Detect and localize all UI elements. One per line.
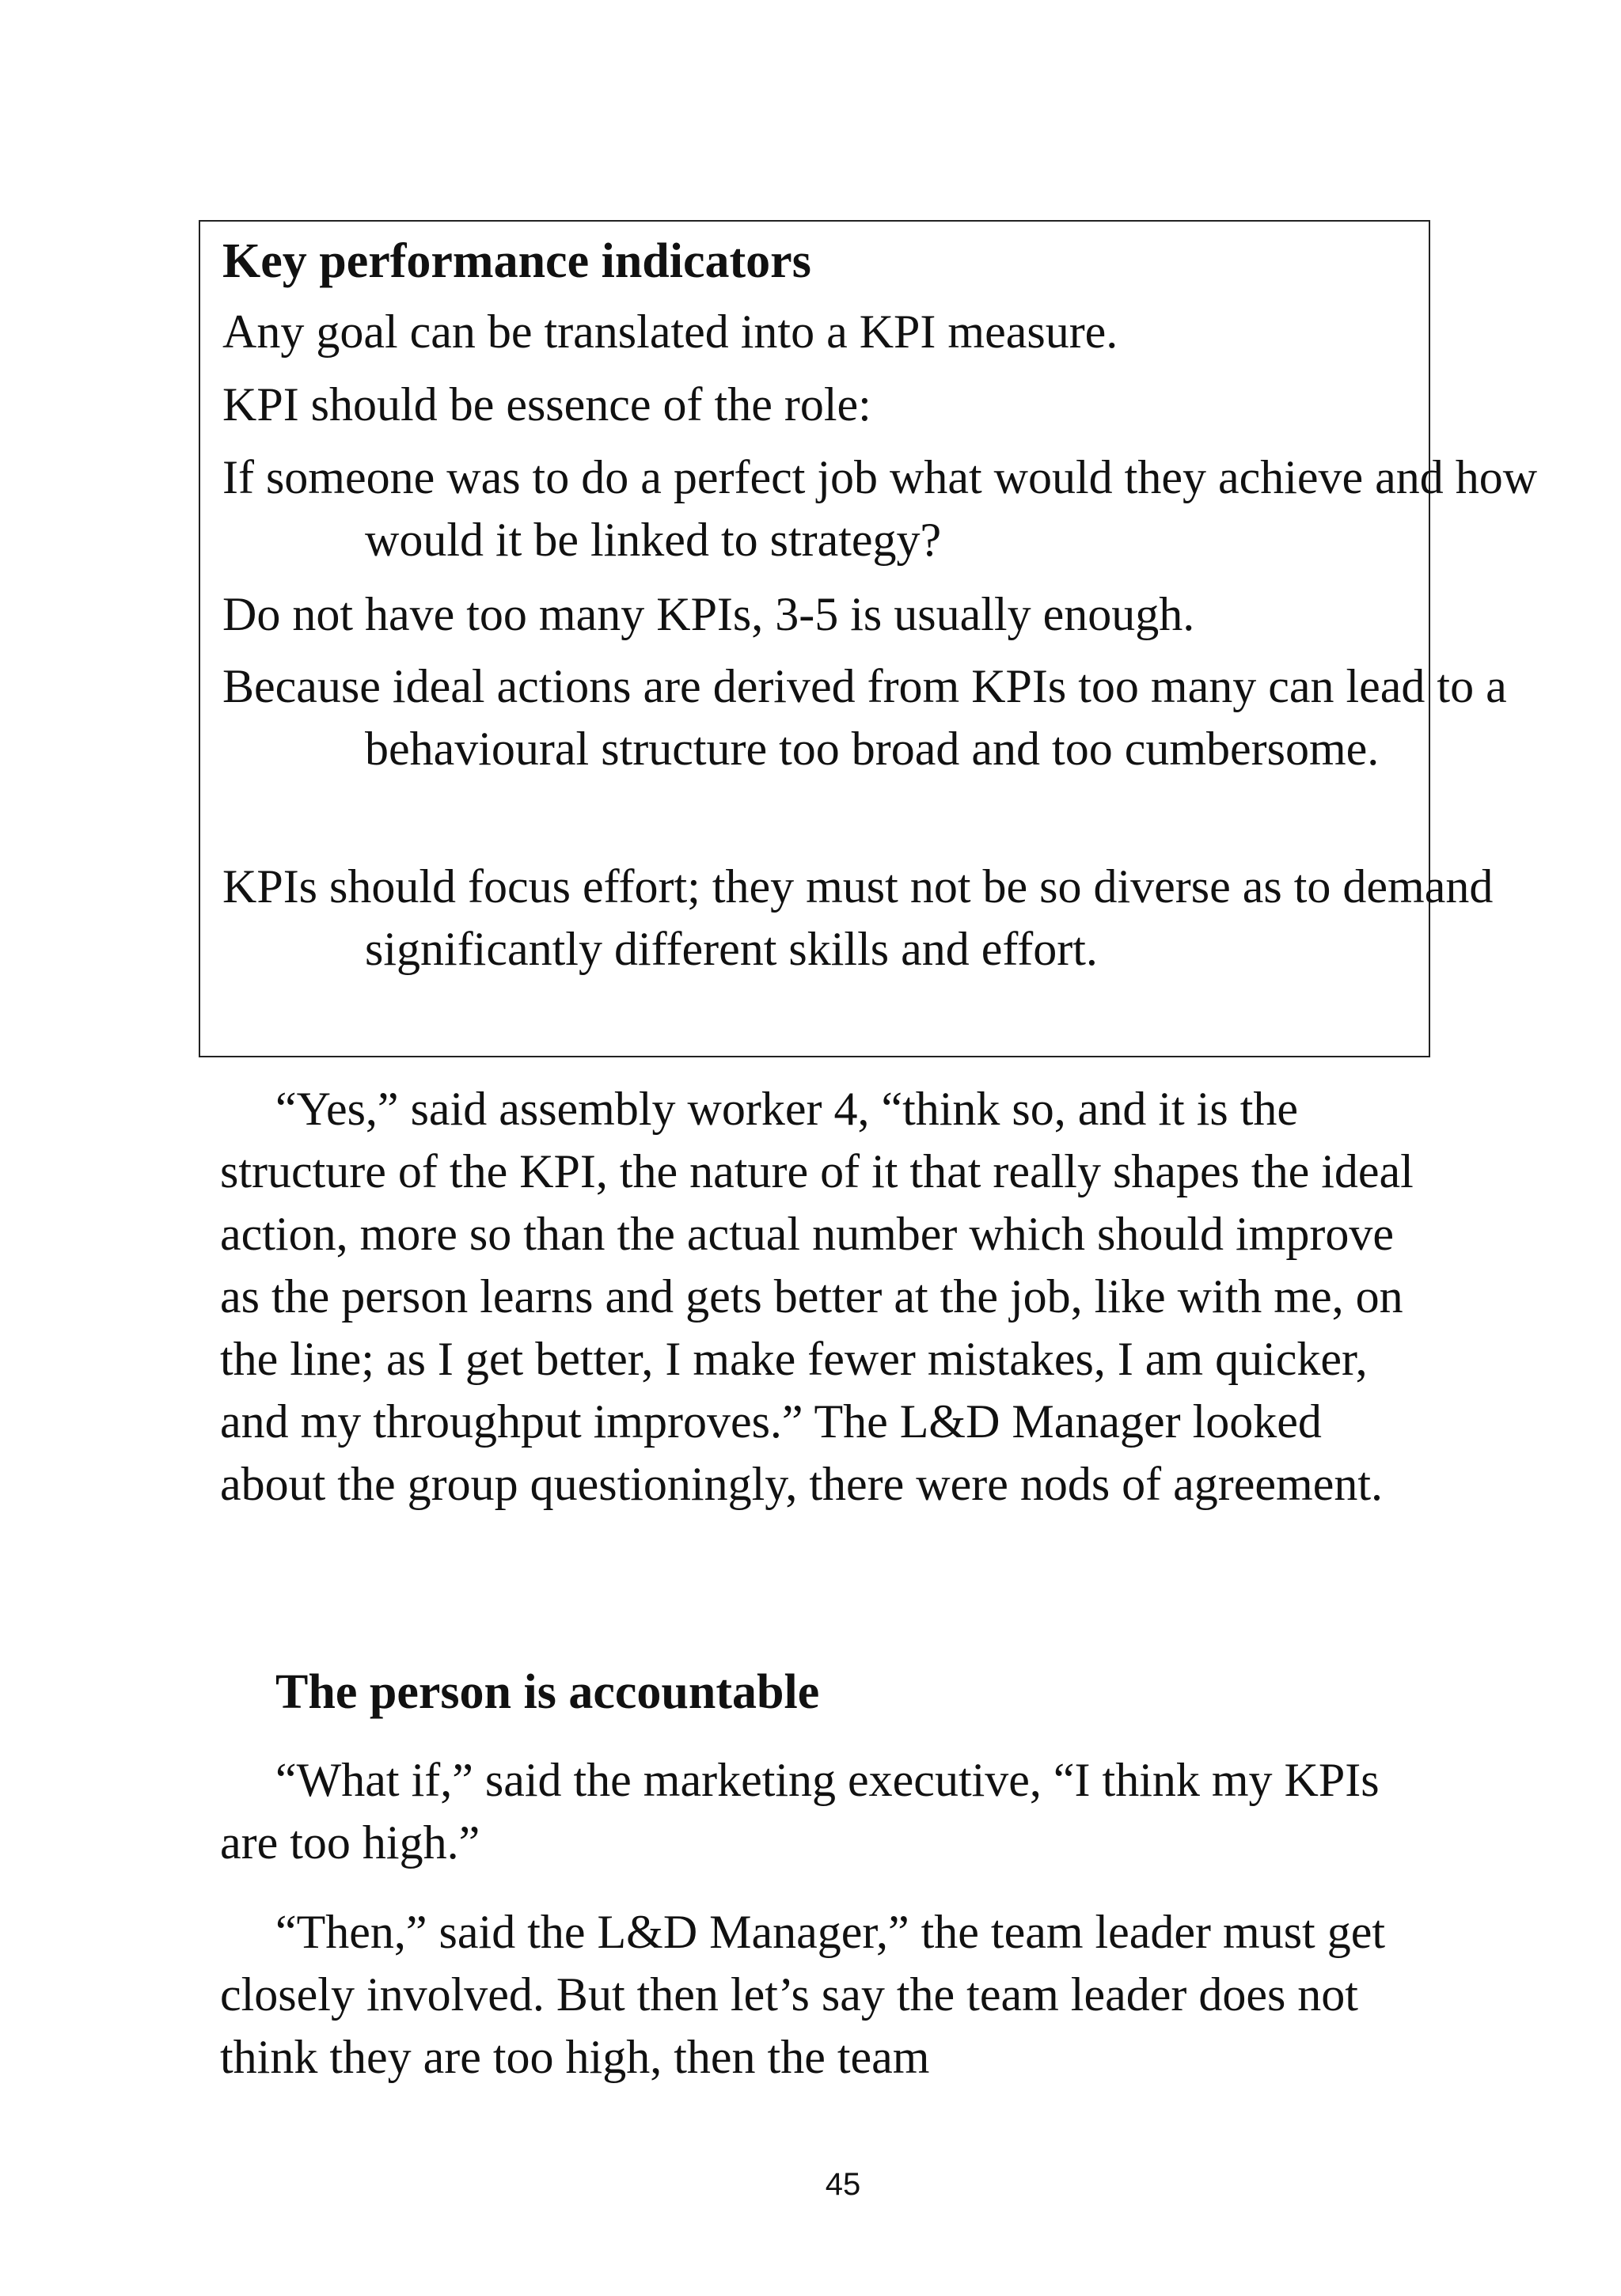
box-item: Because ideal actions are derived from KPIs too many can lead to a behavioural structure too broad and too cumbersome. bbox=[222, 660, 1507, 775]
page-number: 45 bbox=[825, 2167, 861, 2202]
box-item: If someone was to do a perfect job what would they achieve and how would it be linked to strategy? bbox=[222, 451, 1538, 566]
section-heading: The person is accountable bbox=[275, 1665, 820, 1719]
box-item: KPIs should focus effort; they must not be so diverse as to demand significantly different skills and effort. bbox=[222, 860, 1494, 975]
body-paragraph: “Yes,” said assembly worker 4, “think so, and it is the structure of the KPI, the nature of it that really shapes the ideal action, more so than the actual number which should improve as the person learns and gets better at the job, like with me, on the line; as I get better, I make fewer mistakes, I am quicker, and my throughput improves.” The L&D Manager looked about the group questioningly, there were nods of agreement. bbox=[220, 1083, 1414, 1510]
kpi-summary-box bbox=[199, 220, 1538, 1057]
body-paragraph: “What if,” said the marketing executive, “I think my KPIs are too high.” bbox=[220, 1754, 1380, 1869]
box-item: Do not have too many KPIs, 3-5 is usually enough. bbox=[222, 588, 1195, 640]
body-paragraph: “Then,” said the L&D Manager,” the team leader must get closely involved. But then let’s say the team leader does not think they are too high, then the team bbox=[220, 1906, 1386, 2083]
box-title: Key performance indicators bbox=[222, 234, 811, 288]
box-item: Any goal can be translated into a KPI measure. bbox=[222, 306, 1118, 358]
box-item: KPI should be essence of the role: bbox=[222, 378, 871, 431]
